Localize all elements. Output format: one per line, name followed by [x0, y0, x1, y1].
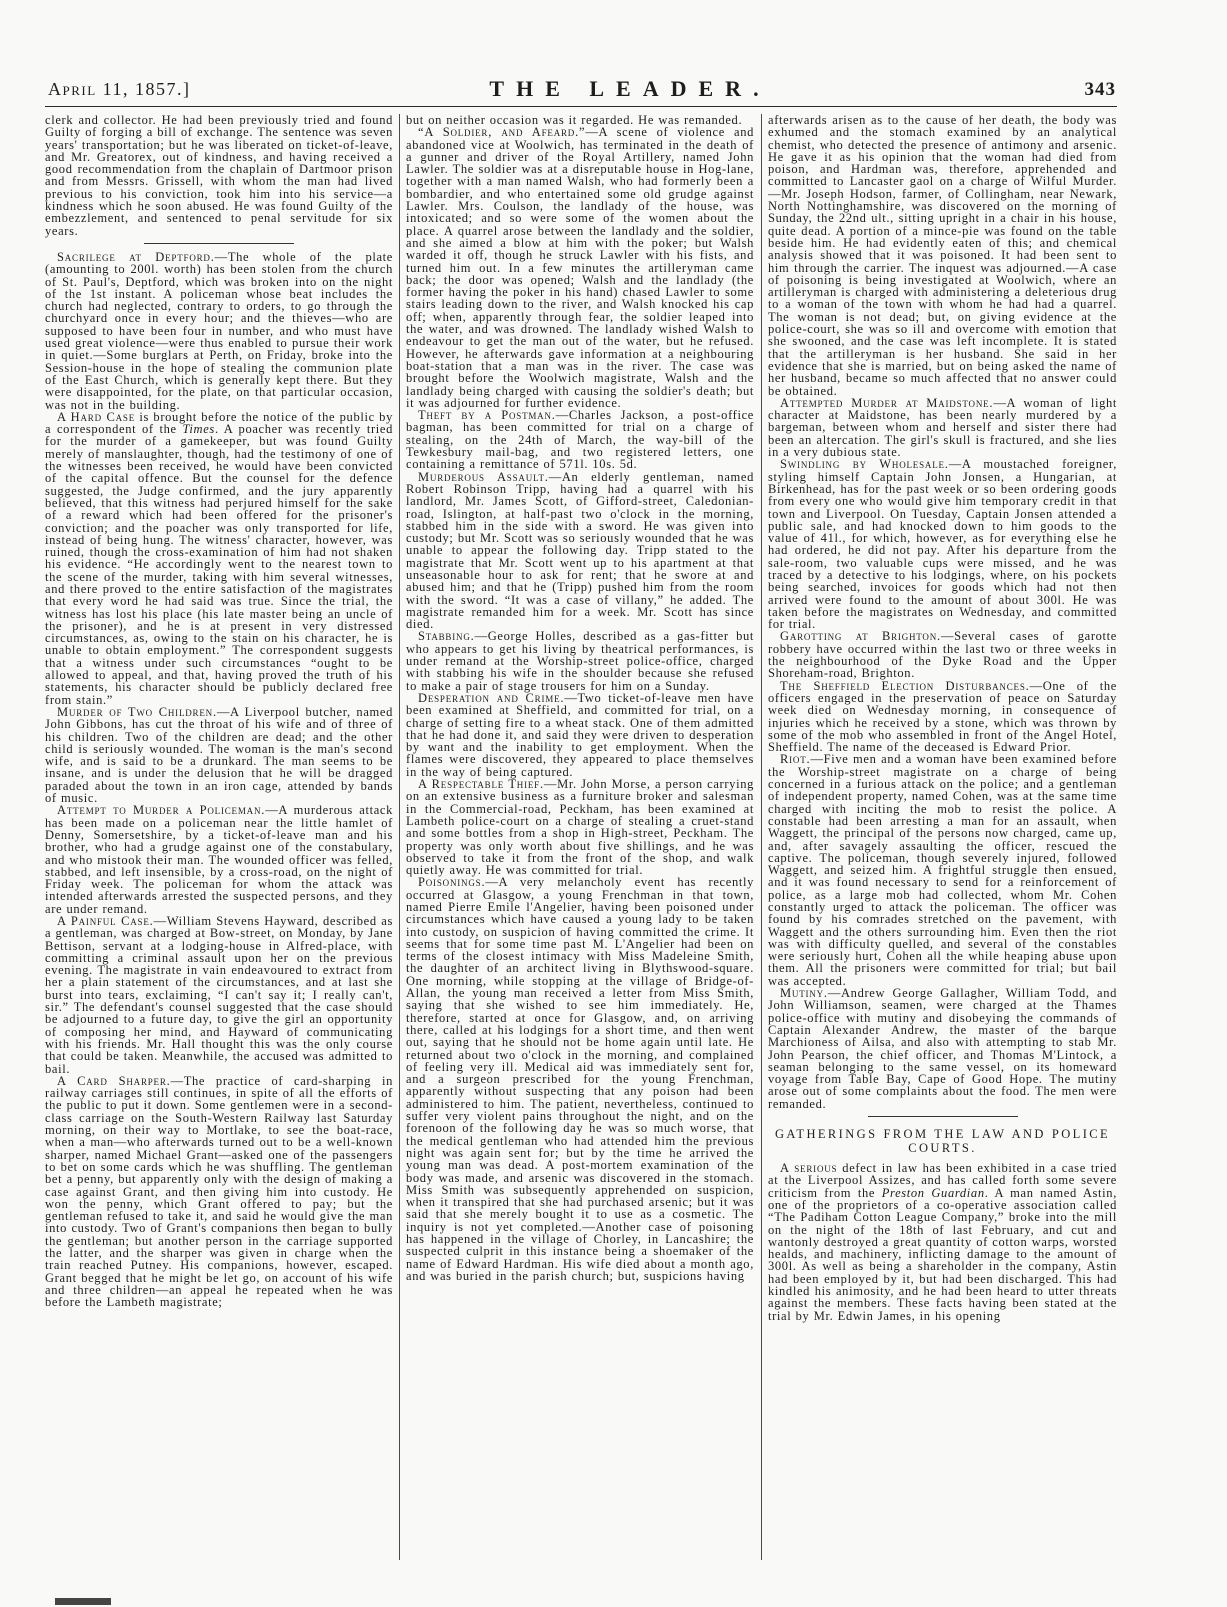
article-paragraph	[406, 778, 754, 876]
article-paragraph	[768, 397, 1117, 458]
article-text: —A very melancholy event has recently occurred at Glasgow, a young Frenchman in that town, named Pierre Emile l'Angelier, having been poisoned under circumstances which have caused a young lady to be taken into custody, on suspicion of having committed the crime. It seems that for some time past M. L'Angelier had been on terms of the closest intimacy with Miss Madeleine Smith, the daughter of an architect living in Blythswood-square. One morning, while stopping at the village of Bridge-of-Allan, the young man received a letter from Miss Smith, saying that she wished to see him immediately. He, therefore, started at once for Glasgow, and, on arriving there, called at his lodgings for a short time, and then went out, saying that he should not be home again until late. He returned about two o'clock in the morning, and complained of feeling very ill. Medical aid was immediately sent for, and a surgeon prescribed for the young Frenchman, apparently without suspecting that any poison had been administered to him. The patient, nevertheless, continued to suffer very violent pains throughout the night, and on the forenoon of the following day he was so much worse, that the medical gentleman who had attended him the previous night was again sent for; but by the time he arrived the young man was dead. A post-mortem examination of the body was made, and arsenic was discovered in the stomach. Miss Smith was subsequently apprehended on suspicion, when it transpired that she had purchased arsenic; but it was said that she merely bought it to use as a cosmetic. The inquiry is not yet completed.—Another case of poisoning has happened in the village of Chorley, in Lancashire; the suspected culprit in this instance being a shoemaker of the name of Edward Hardman. His wife died about a month ago, and was buried in the parish church; but, suspicions having	[406, 875, 754, 1283]
article-paragraph	[45, 804, 393, 915]
article-paragraph	[768, 680, 1117, 754]
article-text: —A murderous attack has been made on a policeman near the little hamlet of Denny, Somersetshire, by a ticket-of-leave man and his brother, who had a grudge against one of the constabulary, and who mistook their man. The wounded officer was felled, stabbed, and left insensible, by a cross-road, on the night of Friday week. The policeman for whom the attack was intended afterwards arrested the suspected persons, and they are under remand.	[45, 803, 393, 916]
article-paragraph	[768, 630, 1117, 679]
article-paragraph	[406, 471, 754, 631]
article-head: Garotting at Brighton.	[780, 629, 941, 644]
article-text: —The whole of the plate (amounting to 200l. worth) has been stolen from the church of St. Paul's, Deptford, which was broken into on the night of the 1st instant. A policeman whose beat includes the church had neglected, contrary to orders, to go through the churchyard once in every hour; and the thieves—who are supposed to have been four in number, and who must have used great violence—were thus enabled to pursue their work in quiet.—Some burglars at Perth, on Friday, broke into the Session-house in the hope of stealing the communion plate of the East Church, which is generally kept there. But they were disappointed, for the plate, on that particular occasion, was not in the building.	[45, 249, 393, 412]
article-text: . A poacher was recently tried for the murder of a gamekeeper, but was found Guilty merely of manslaughter, though, had the testimony of one of the witnesses been received, he would have been convicted of the capital offence. But the counsel for the defence suggested, the Judge confirmed, and the jury apparently believed, that this witness had perjured himself for the sake of a reward which had been offered for the prisoner's conviction; and the poacher was only transported for life, instead of being hung. The witness' character, however, was ruined, though the cross-examination of him had not shaken his evidence. “He accordingly went to the nearest town to the scene of the murder, taking with him several witnesses, and there proved to the entire satisfaction of the magistrates that every word he had said was true. Since the trial, the witness has lost his place (his late master being an uncle of the prisoner), and he is at present in very distressed circumstances, as, owing to the stain on his character, he is unable to obtain employment.” The correspondent suggests that a witness under such circumstances “ought to be allowed to appeal, and that, having proved the truth of his statements, his character should be publicly declared free from stain.”	[45, 422, 393, 707]
article-text: —A scene of violence and abandoned vice at Woolwich, has terminated in the death of a gunner and driver of the Royal Artillery, named John Lawler. The soldier was at a disreputable house in Hog-lane, together with a man named Walsh, who had formerly been a bombardier, and who entertained some old grudge against Lawler. Mrs. Coulson, the landlady of the house, was intoxicated; and so were some of the women about the place. A quarrel arose between the landlady and the soldier, and she aimed a blow at him with the poker; but Walsh warded it off, though he struck Lawler with his fists, and turned him out. In a few minutes the artilleryman came back; the door was opened; Walsh and the landlady (the former having the poker in his hand) chased Lawler to some stairs leading down to the river, and Walsh knocked his cap off; when, apparently through fear, the soldier leaped into the water, and was drowned. The landlady wished Walsh to endeavour to get the man out of the water, but he refused. However, he afterwards gave information at a neighbouring boat-station that a man was in the river. The case was brought before the Woolwich magistrate, Walsh and the landlady being charged with causing the soldier's death; but it was adjourned for further evidence.	[406, 125, 755, 410]
article-head: Desperation and Crime.	[418, 690, 565, 705]
article-text: —A Liverpool butcher, named John Gibbons, has cut the throat of his wife and of three of his children. Two of the children are dead; and the other child is seriously wounded. The woman is the man's second wife, and is said to be a drunkard. The man seems to be insane, and is under the delusion that he will be dragged paraded about the town in an iron cage, attended by bands of music.	[45, 704, 393, 806]
column-left	[45, 114, 393, 1309]
article-text: —A moustached foreigner, styling himself Captain John Jonsen, a Hungarian, at Birkenhead, has for the past week or so been ordering goods from every one who would give him temporary credit in that town and Liverpool. On Tuesday, Captain Jonsen attended a public sale, and had knocked down to him goods to the value of 41l., for which, however, as for everything else he had ordered, he did not pay. After his departure from the sale-room, two valuable cups were missed, and he was traced by a detective to his lodgings, where, on his pockets being searched, invoices for goods which had not then arrived were found to the amount of about 300l. He was taken before the magistrates on Wednesday, and committed for trial.	[768, 457, 1118, 632]
article-text: —A woman of light character at Maidstone, has been nearly murdered by a bargeman, between whom and herself and sister there had been an altercation. The girl's skull is fractured, and she lies in a very dubious state.	[768, 395, 1117, 460]
article-head: A Hard Case	[57, 409, 135, 424]
article-paragraph	[45, 706, 393, 804]
article-text: —Charles Jackson, a post-office bagman, has been committed for trial on a charge of stealing, on the 24th of March, the way-bill of the Tewkesbury mail-bag, and two registered letters, one containing a remittance of 571l. 10s. 5d.	[406, 408, 754, 472]
article-paragraph	[768, 114, 1117, 397]
article-text: —Mr. John Morse, a person carrying on an extensive business as a furniture broker and salesman in the Commercial-road, Peckham, has been examined at Lambeth police-court on a charge of stealing a cruet-stand and some bottles from a shop in High-street, Peckham. The property was only worth about five shillings, and he was observed to take it from the front of the shop, and walk quietly away. He was committed for trial.	[406, 777, 754, 878]
article-paragraph	[406, 409, 754, 470]
article-paragraph	[768, 1162, 1117, 1322]
article-paragraph	[768, 458, 1117, 630]
article-paragraph	[45, 915, 393, 1075]
page-number: 343	[1084, 79, 1116, 100]
masthead-rule	[45, 106, 1117, 107]
scan-artifact	[55, 1598, 111, 1605]
masthead-title: THE LEADER.	[489, 76, 771, 101]
article-head: Swindling by Wholesale.	[780, 457, 949, 472]
article-head: Theft by a Postman.	[418, 408, 556, 423]
article-paragraph	[406, 876, 754, 1282]
article-text: —The practice of card-sharping in railway carriages still continues, in spite of all the efforts of the public to put it down. Some gentlemen were in a second-class carriage on the South-Western Railway last Saturday morning, on their way to Mortlake, to see the boat-race, when a man—who afterwards turned out to be a well-known sharper, named Michael Grant—asked one of the passengers to bet on some cards which he was shuffling. The gentleman bet a penny, but apparently only with the design of making a case against Grant, and then giving him into custody. He won the penny, which Grant offered to pay; but the gentleman refused to take it, and said he would give the man into custody. Two of Grant's companions then began to bully the gentleman; but another person in the carriage supported the latter, and the sharper was given in charge when the train reached Putney. His companions, however, escaped. Grant begged that he might be let go, on account of his wife and three children—an appeal he repeated when he was before the Lambeth magistrate;	[45, 1073, 393, 1310]
italic-text: Preston Guardian	[881, 1185, 985, 1200]
article-text: —George Holles, described as a gas-fitter but who appears to get his living by theatrical performances, is under remand at the Worship-street police-office, charged with stabbing his wife in the shoulder because she refused to make a pair of stage trousers for him on a Sunday.	[406, 629, 754, 693]
article-paragraph	[45, 1075, 393, 1309]
article-head: A Card Sharper.	[57, 1073, 171, 1088]
section-heading: GATHERINGS FROM THE LAW AND POLICE COURTS.	[774, 1127, 1111, 1156]
article-text: afterwards arisen as to the cause of her death, the body was exhumed and the stomach examined by an analytical chemist, who detected the presence of antimony and arsenic. He gave it as his opinion that the woman had died from poison, and Hardman was, therefore, apprehended and committed to Lancaster gaol on a charge of Wilful Murder.—Mr. Joseph Hodson, farmer, of Collingham, near Newark, North Nottinghamshire, was discovered on the morning of Sunday, the 22nd ult., sitting upright in a chair in his house, quite dead. A portion of a mince-pie was found on the table beside him. He had evidently eaten of this; and chemical analysis showed that it was poisoned. It had been sent to him through the carrier. The inquest was adjourned.—A case of poisoning is being investigated at Woolwich, where an artilleryman is charged with administering a deleterious drug to a woman of the town with whom he had had a quarrel. The woman is not dead; but, on giving evidence at the police-court, she was so ill and overcome with emotion that she swooned, and the case was left incomplete. It is stated that the artilleryman is her husband. She said in her evidence that she is married, but on being asked the name of her husband, became so much affected that no answer could be obtained.	[768, 113, 1117, 398]
article-text: —Andrew George Gallagher, William Todd, and John Williamson, seamen, were charged at the Thames police-office with mutiny and disobeying the commands of Captain Alexander Andrew, the master of the barque Marchioness of Ailsa, and also with attempting to stab Mr. John Pearson, the chief officer, and Thomas M'Lintock, a seaman belonging to the same vessel, on its homeward voyage from Table Bay, Cape of Good Hope. The mutiny arose out of some complaints about the food. The men were remanded.	[768, 986, 1117, 1111]
article-head: Murder of Two Children.	[57, 704, 217, 719]
article-paragraph	[768, 753, 1117, 987]
italic-text: Times	[182, 422, 215, 437]
article-head: Sacrilege at Deptford.	[57, 249, 215, 264]
article-head: Attempt to Murder a Policeman.	[57, 803, 266, 818]
column-divider	[761, 114, 762, 1560]
article-text: defect in law has been exhibited in a case tried at the Liverpool Assizes, and has called forth some severe criticism from the	[768, 1161, 1117, 1200]
article-text: —One of the officers engaged in the preservation of peace on Saturday week died on Wednesday morning, in consequence of injuries which he received by a stone, which was thrown by some of the mob who assembled in front of the Angel Hotel, Sheffield. The name of the deceased is Edward Prior.	[768, 678, 1117, 755]
article-paragraph	[406, 126, 754, 409]
article-text: . A man named Astin, one of the proprietors of a co-operative association called “The Padiham Cotton League Company,” broke into the mill on the night of the 18th of last February, and cut and wantonly destroyed a great quantity of cotton warps, worsted healds, and machinery, inflicting damage to the amount of 300l. As well as being a shareholder in the company, Astin had been employed by it, but had been discharged. This had kindled his animosity, and he had been heard to utter threats against the members. These facts having been stated at the trial by Mr. Edwin James, in his opening	[768, 1185, 1117, 1323]
article-text: —Two ticket-of-leave men have been examined at Sheffield, and committed for trial, on a charge of setting fire to a wheat stack. One of them admitted that he had done it, and said they were driven to desperation by want and the inability to get employment. When the flames were discovered, they appeared to place themselves in the way of being captured.	[406, 690, 754, 779]
section-rule	[868, 1116, 1018, 1117]
article-head: Stabbing.	[418, 629, 475, 644]
article-head: Mutiny.	[780, 986, 828, 1001]
article-paragraph	[45, 411, 393, 706]
article-head: Murderous Assault.	[418, 469, 549, 484]
article-head: The Sheffield Election Disturbances.	[780, 678, 1030, 693]
article-paragraph	[45, 114, 393, 237]
article-text: —Five men and a woman have been examined before the Worship-street magistrate on a charge of being concerned in a furious attack on the police; and a gentleman of independent property, named Cohen, was at the same time charged with inciting the mob to resist the police. A constable had been arresting a man for an assault, when Waggett, the principal of the persons now charged, came up, and, after savagely assaulting the officer, rescued the captive. The policeman, though severely injured, followed Waggett, and seized him. A frightful struggle then ensued, and it was found necessary to send for a reinforcement of police, as a large mob had collected, whom Mr. Cohen constantly urged to attack the policeman. The officer was found by his comrades stretched on the pavement, with Waggett and the others surrounding him. Even then the riot was with difficulty quelled, and several of the constables were seriously hurt, Cohen all the while heaping abuse upon them. All the prisoners were committed for trial; but bail was accepted.	[768, 752, 1117, 988]
article-head: “A Soldier, and Afeard.”	[418, 125, 586, 140]
column-divider	[399, 114, 400, 1560]
article-text: clerk and collector. He had been previously tried and found Guilty of forging a bill of exchange. The sentence was seven years' transportation; but he was liberated on ticket-of-leave, and Mr. Greatorex, out of kindness, and having received a good recommendation from the chaplain of Dartmoor prison and from Messrs. Grissell, with whom the man had lived previous to his conviction, took him into his service—a kindness which he soon abused. He was found Guilty of the embezzlement, and sentenced to penal servitude for six years.	[45, 113, 393, 238]
article-text: —William Stevens Hayward, described as a gentleman, was charged at Bow-street, on Monday, by Jane Bettison, servant at a lodging-house in Alfred-place, with committing a criminal assault upon her on the previous evening. The magistrate in vain endeavoured to extract from her a plain statement of the circumstances, and at last she burst into tears, exclaiming, “I can't say it; I really can't, sir.” The defendant's counsel suggested that the case should be adjourned to a future day, to give the girl an opportunity of composing her mind, and Hayward of communicating with his friends. Mr. Hall thought this was the only course that could be taken. Meanwhile, the accused was admitted to bail.	[45, 914, 394, 1076]
article-text: is brought before the notice of the public by a correspondent of the	[45, 409, 393, 437]
article-text: but on neither occasion was it regarded. He was remanded.	[406, 113, 743, 127]
article-paragraph	[45, 251, 393, 411]
column-right	[768, 114, 1117, 1322]
article-head: Riot.	[780, 752, 811, 767]
article-head: A serious	[780, 1161, 838, 1176]
article-text: —An elderly gentleman, named Robert Robinson Tripp, having had a quarrel with his landlord, Mr. James Scott, of Gifford-street, Caledonian-road, Islington, at half-past two o'clock in the morning, stabbed him in the side with a sword. He was given into custody; but Mr. Scott was so seriously wounded that he was unable to appear the following day. Tripp stated to the magistrate that Mr. Scott went up to his apartment at that unseasonable hour to ask for rent; that he swore at and abused him; and that he (Tripp) pushed him from the room with the sword. “It was a case of villany,” he added. The magistrate remanded him for a week. Mr. Scott has since died.	[406, 469, 754, 632]
article-head: A Painful Case.	[57, 914, 154, 928]
article-head: Attempted Murder at Maidstone.	[780, 395, 994, 410]
masthead-date: April 11, 1857.]	[48, 79, 191, 99]
article-head: A Respectable Thief.	[418, 777, 544, 792]
article-text: —Several cases of garotte robbery have occurred within the last two or three weeks in the neighbourhood of the Dyke Road and the Upper Shoreham-road, Brighton.	[768, 629, 1117, 681]
article-paragraph	[768, 987, 1117, 1110]
article-head: Poisonings.	[418, 875, 486, 890]
article-paragraph	[406, 630, 754, 691]
section-rule	[144, 243, 294, 244]
article-paragraph	[406, 692, 754, 778]
column-middle	[406, 114, 754, 1282]
